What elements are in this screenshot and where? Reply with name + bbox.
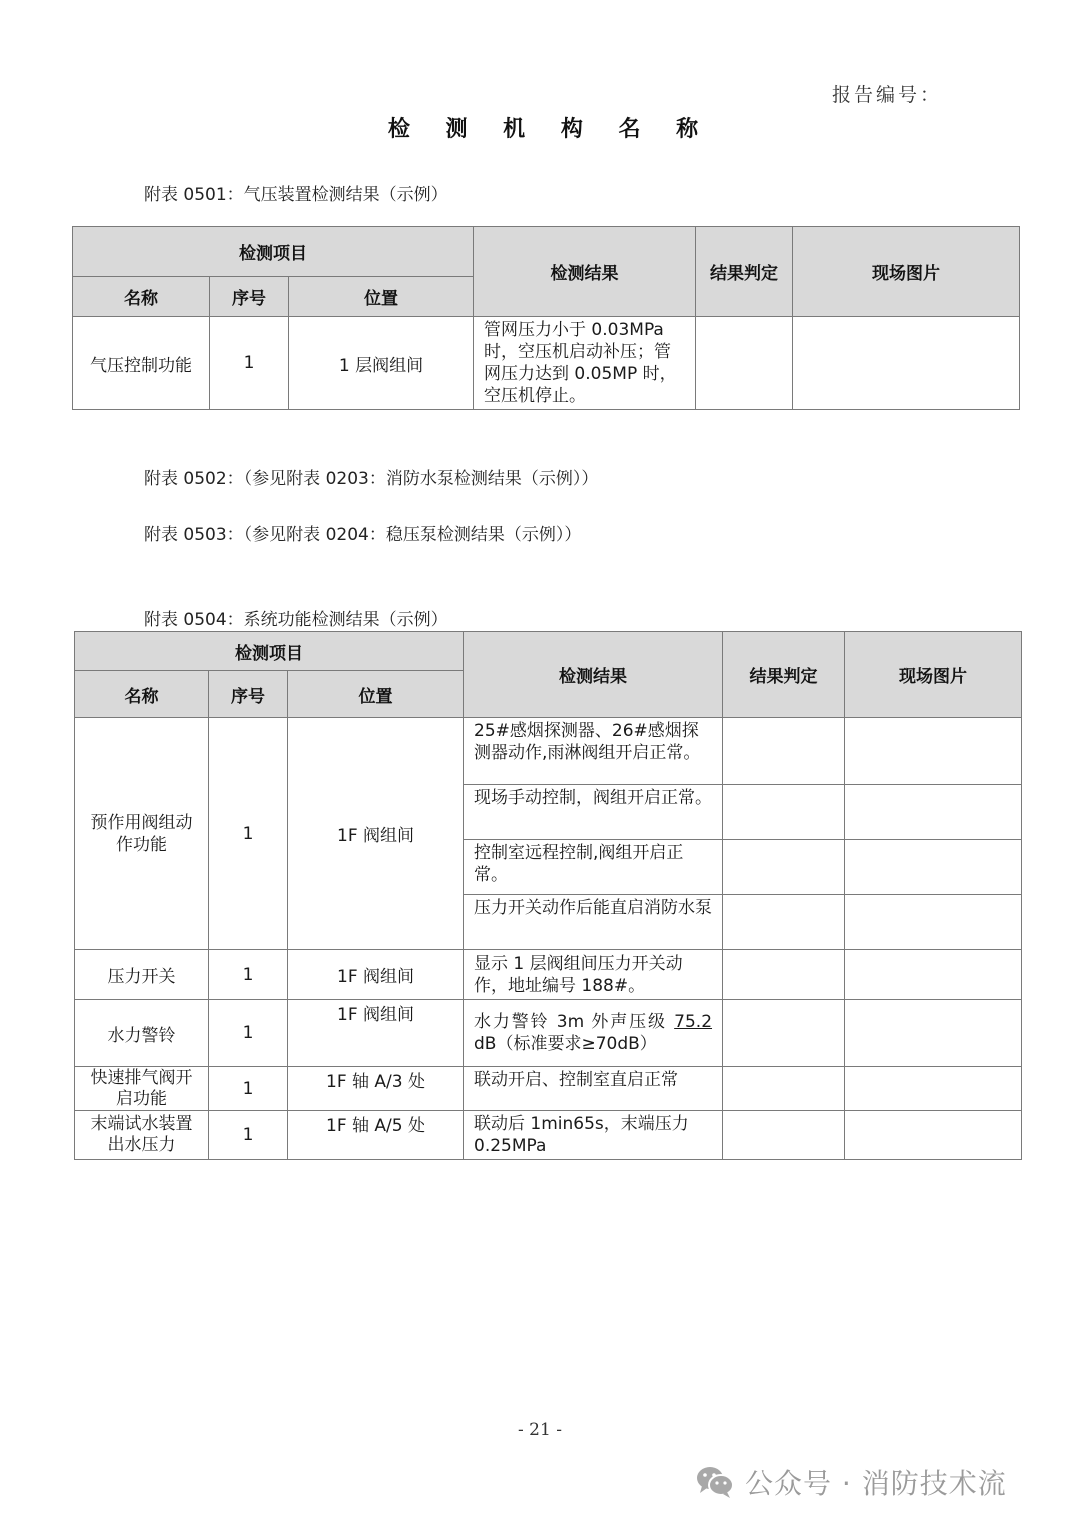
cell-location: 1 层阀组间: [289, 317, 474, 410]
cell-seq: 1: [209, 1067, 288, 1111]
cell-location: 1F 阀组间: [288, 1000, 464, 1067]
watermark: [695, 1462, 1007, 1502]
ref-0503: 附表 0503：（参见附表 0204：稳压泵检测结果（示例））: [144, 525, 582, 545]
cell-result: 管网压力小于 0.03MPa 时，空压机启动补压；管网压力达到 0.05MP 时，空压机停止。: [474, 317, 696, 410]
header-photo: 现场图片: [845, 632, 1022, 718]
table-row: [75, 1067, 1022, 1111]
cell-judgement: [723, 950, 845, 1000]
cell-photo: [845, 718, 1022, 785]
header-location: 位置: [288, 671, 464, 718]
cell-location: 1F 轴 A/5 处: [288, 1111, 464, 1160]
cell-photo: [845, 895, 1022, 950]
watermark-text: 公众号 · 消防技术流: [745, 1467, 1007, 1500]
table-row: [75, 950, 1022, 1000]
header-seq: 序号: [209, 671, 288, 718]
cell-photo: [845, 1000, 1022, 1067]
cell-judgement: [723, 785, 845, 840]
ref-0502: 附表 0502：（参见附表 0203：消防水泵检测结果（示例））: [144, 469, 599, 489]
table-row: [75, 718, 1022, 785]
org-title: 检 测 机 构 名 称: [387, 117, 713, 142]
cell-result: 压力开关动作后能直启消防水泵: [464, 895, 723, 950]
cell-seq: 1: [210, 317, 289, 410]
header-location: 位置: [289, 277, 474, 317]
cell-judgement: [696, 317, 793, 410]
cell-result: 联动开启、控制室直启正常: [464, 1067, 723, 1111]
page-number: - 21 -: [518, 1420, 562, 1440]
cell-name: 气压控制功能: [73, 317, 210, 410]
cell-judgement: [723, 840, 845, 895]
header-test-item: 检测项目: [73, 227, 474, 277]
cell-seq: 1: [209, 718, 288, 950]
cell-judgement: [723, 1067, 845, 1111]
cell-seq: 1: [209, 950, 288, 1000]
cell-name: 末端试水装置出水压力: [75, 1111, 209, 1160]
cell-judgement: [723, 718, 845, 785]
header-judgement: 结果判定: [696, 227, 793, 317]
cell-name: 压力开关: [75, 950, 209, 1000]
table-0501: [72, 226, 1020, 410]
header-photo: 现场图片: [793, 227, 1020, 317]
cell-photo: [793, 317, 1020, 410]
cell-name: 预作用阀组动作功能: [75, 718, 209, 950]
cell-result: [464, 1000, 723, 1067]
cell-photo: [845, 1111, 1022, 1160]
result-prefix: 水力警铃 3m 外声压级: [474, 1012, 675, 1032]
table-row: [73, 317, 1020, 410]
cell-photo: [845, 1067, 1022, 1111]
header-result: 检测结果: [474, 227, 696, 317]
table-0501-caption: 附表 0501：气压装置检测结果（示例）: [144, 185, 448, 205]
wechat-icon: [695, 1464, 735, 1500]
header-test-item: 检测项目: [75, 632, 464, 671]
report-number-label: 报告编号：: [832, 84, 943, 106]
sound-level-value: 75.2: [674, 1012, 713, 1032]
cell-location: 1F 轴 A/3 处: [288, 1067, 464, 1111]
header-name: 名称: [75, 671, 209, 718]
cell-judgement: [723, 1000, 845, 1067]
table-0504: [74, 631, 1022, 1160]
result-suffix: dB（标准要求≥70dB）: [474, 1034, 657, 1054]
cell-judgement: [723, 895, 845, 950]
cell-result: 控制室远程控制,阀组开启正常。: [464, 840, 723, 895]
cell-seq: 1: [209, 1111, 288, 1160]
table-row: [75, 1111, 1022, 1160]
cell-seq: 1: [209, 1000, 288, 1067]
cell-location: 1F 阀组间: [288, 950, 464, 1000]
cell-result: 联动后 1min65s，末端压力 0.25MPa: [464, 1111, 723, 1160]
header-seq: 序号: [210, 277, 289, 317]
table-0504-caption: 附表 0504：系统功能检测结果（示例）: [144, 610, 448, 630]
cell-photo: [845, 840, 1022, 895]
cell-name: 快速排气阀开启功能: [75, 1067, 209, 1111]
cell-result: 25#感烟探测器、26#感烟探测器动作,雨淋阀组开启正常。: [464, 718, 723, 785]
table-row: [75, 1000, 1022, 1067]
header-result: 检测结果: [464, 632, 723, 718]
cell-photo: [845, 950, 1022, 1000]
header-name: 名称: [73, 277, 210, 317]
cell-photo: [845, 785, 1022, 840]
cell-result: 现场手动控制，阀组开启正常。: [464, 785, 723, 840]
cell-result: 显示 1 层阀组间压力开关动作，地址编号 188#。: [464, 950, 723, 1000]
cell-location: 1F 阀组间: [288, 718, 464, 950]
cell-judgement: [723, 1111, 845, 1160]
cell-name: 水力警铃: [75, 1000, 209, 1067]
header-judgement: 结果判定: [723, 632, 845, 718]
